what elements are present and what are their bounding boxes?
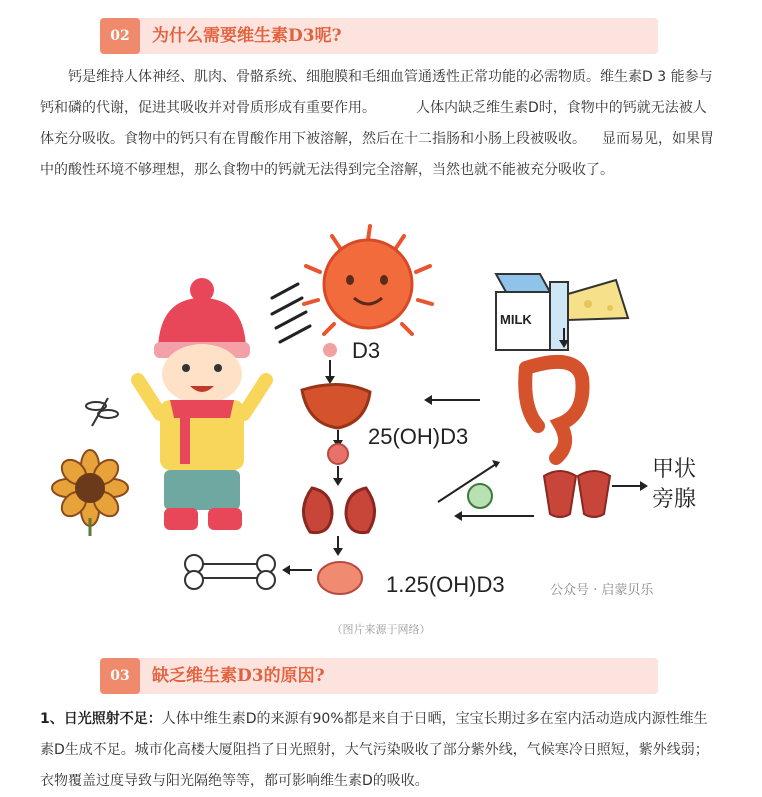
watermark-text: 公众号 · 启蒙贝乐 (550, 583, 654, 598)
section-header-02 (100, 18, 658, 54)
section-header-03 (100, 658, 658, 694)
d3-dot-icon (323, 343, 337, 357)
milk-carton-icon (496, 274, 568, 350)
section-title: 缺乏维生素D3的原因? (152, 666, 325, 686)
section-number: 03 (100, 658, 140, 694)
label-25oh-d3: 25(OH)D3 (368, 424, 469, 449)
label-milk: MILK (500, 312, 532, 327)
image-caption: （图片来源于网络） (331, 623, 431, 636)
label-parathyroid-line2: 旁腺 (652, 487, 697, 512)
section-title: 为什么需要维生素D3呢? (152, 26, 342, 46)
active-d3-icon (318, 562, 362, 594)
kidneys-icon (303, 488, 374, 533)
sunflower-icon (52, 450, 128, 536)
label-d3: D3 (352, 338, 381, 363)
bone-icon (185, 555, 275, 589)
section-paragraph (40, 62, 720, 186)
label-parathyroid-line1: 甲状 (652, 457, 697, 482)
cheese-icon (568, 280, 628, 320)
label-125oh-d3: 1.25(OH)D3 (386, 572, 505, 597)
reason-text: 人体中维生素D的来源有90%都是来自于日晒，宝宝长期过多在室内活动造成内源性维生素D生成不足。城市化高楼大厦阻挡了日光照射，大气污染吸收了部分紫外线，气候寒冷日照短，紫外线弱；衣物覆盖过度导致与阳光隔绝等等，都可影响维生素D的吸收。 (40, 711, 709, 789)
section-number: 02 (100, 18, 140, 54)
liver-icon (302, 384, 370, 428)
vitamin-d-illustration (40, 218, 718, 612)
dragonfly-icon (86, 398, 118, 426)
sun-icon (304, 226, 432, 334)
sprout-icon (468, 484, 492, 508)
metabolite-dot-icon (328, 444, 348, 464)
paragraph-text-1: 钙是维持人体神经、肌肉、骨骼系统、细胞膜和毛细血管通透性正常功能的必需物质。维生素D 3 能参与钙和磷的代谢，促进其吸收并对骨质形成有重要作用。 (40, 69, 713, 116)
child-illustration (138, 278, 266, 530)
reason-heading: 1、日光照射不足： (40, 711, 162, 727)
parathyroid-icon (544, 471, 610, 517)
paragraph-text-3: 显而易见，如果胃中的酸性环境不够理想，那么食物中的钙就无法得到完全溶解，当然也就不能被充分吸收了。 (40, 131, 714, 178)
paragraph-text-2: 人体内缺乏维生素D时，食物中的钙就无法被人体充分吸收。食物中的钙只有在胃酸作用下被溶解，然后在十二指肠和小肠上段被吸收。 (40, 100, 707, 147)
reason-paragraph (40, 704, 720, 797)
